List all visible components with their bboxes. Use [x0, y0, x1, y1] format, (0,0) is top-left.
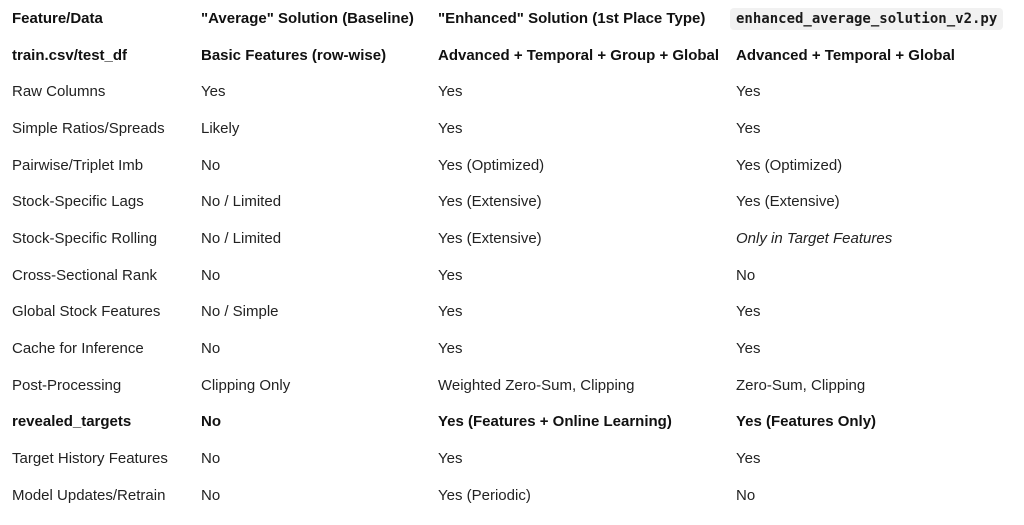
cell-script: Yes [736, 340, 761, 358]
row-label: Post-Processing [12, 376, 122, 394]
cell-script: Yes (Extensive) [736, 193, 840, 211]
cell-script: Yes (Optimized) [736, 156, 843, 174]
cell-enhanced: Weighted Zero-Sum, Clipping [438, 376, 635, 394]
table-row [0, 477, 1024, 514]
row-label: Cross-Sectional Rank [12, 266, 158, 284]
table-row [0, 183, 1024, 220]
row-label: Model Updates/Retrain [12, 486, 166, 504]
cell-average: No [201, 340, 221, 358]
table-row [0, 440, 1024, 477]
table-row [0, 73, 1024, 110]
row-label: Stock-Specific Rolling [12, 229, 158, 247]
script-filename: enhanced_average_solution_v2.py [730, 8, 1003, 30]
cell-script: Yes [736, 450, 761, 468]
cell-average: Likely [201, 119, 240, 137]
cell-average: No [201, 156, 221, 174]
table-row [0, 367, 1024, 404]
row-label: Raw Columns [12, 83, 106, 101]
row-label: Global Stock Features [12, 303, 161, 321]
cell-enhanced: Yes [438, 450, 463, 468]
cell-average: No [201, 266, 221, 284]
cell-enhanced: Yes (Features + Online Learning) [438, 413, 672, 431]
cell-enhanced: Yes (Extensive) [438, 193, 542, 211]
cell-average: No [201, 413, 221, 431]
cell-enhanced: Yes [438, 303, 463, 321]
cell-enhanced: Yes [438, 119, 463, 137]
row-label: Target History Features [12, 450, 168, 468]
cell-script: Yes [736, 303, 761, 321]
row-label: Cache for Inference [12, 340, 144, 358]
cell-average: No / Limited [201, 193, 282, 211]
table-row [0, 37, 1024, 74]
cell-script: Yes [736, 119, 761, 137]
cell-enhanced: Yes [438, 266, 463, 284]
cell-enhanced: Yes (Optimized) [438, 156, 545, 174]
cell-average: Yes [201, 83, 226, 101]
header-enhanced-solution: "Enhanced" Solution (1st Place Type) [438, 9, 706, 27]
row-label: revealed_targets [12, 413, 132, 431]
header-script-column [724, 0, 1024, 37]
row-label: train.csv/test_df [12, 46, 128, 64]
row-label: Stock-Specific Lags [12, 193, 144, 211]
row-label: Simple Ratios/Spreads [12, 119, 165, 137]
cell-script: Zero-Sum, Clipping [736, 376, 866, 394]
cell-enhanced: Yes [438, 83, 463, 101]
cell-script: Advanced + Temporal + Global [736, 46, 955, 64]
table-row [0, 404, 1024, 441]
row-label: Pairwise/Triplet Imb [12, 156, 144, 174]
cell-average: No / Limited [201, 229, 282, 247]
cell-script: Yes [736, 83, 761, 101]
cell-enhanced: Advanced + Temporal + Group + Global [438, 46, 720, 64]
cell-enhanced: Yes (Extensive) [438, 229, 542, 247]
cell-average: No [201, 486, 221, 504]
table-row [0, 110, 1024, 147]
cell-script: Yes (Features Only) [736, 413, 877, 431]
table-row [0, 294, 1024, 331]
cell-script: No [736, 266, 756, 284]
header-average-solution: "Average" Solution (Baseline) [201, 9, 414, 27]
cell-average: No / Simple [201, 303, 279, 321]
header-feature-data: Feature/Data [12, 9, 103, 27]
cell-enhanced: Yes (Periodic) [438, 486, 531, 504]
table-row [0, 257, 1024, 294]
table-header-row [0, 0, 1024, 37]
cell-average: Clipping Only [201, 376, 291, 394]
cell-enhanced: Yes [438, 340, 463, 358]
cell-script: No [736, 486, 756, 504]
table-row [0, 147, 1024, 184]
cell-average: Basic Features (row-wise) [201, 46, 387, 64]
cell-script: Only in Target Features [736, 229, 893, 247]
table-row [0, 330, 1024, 367]
table-row [0, 220, 1024, 257]
cell-average: No [201, 450, 221, 468]
